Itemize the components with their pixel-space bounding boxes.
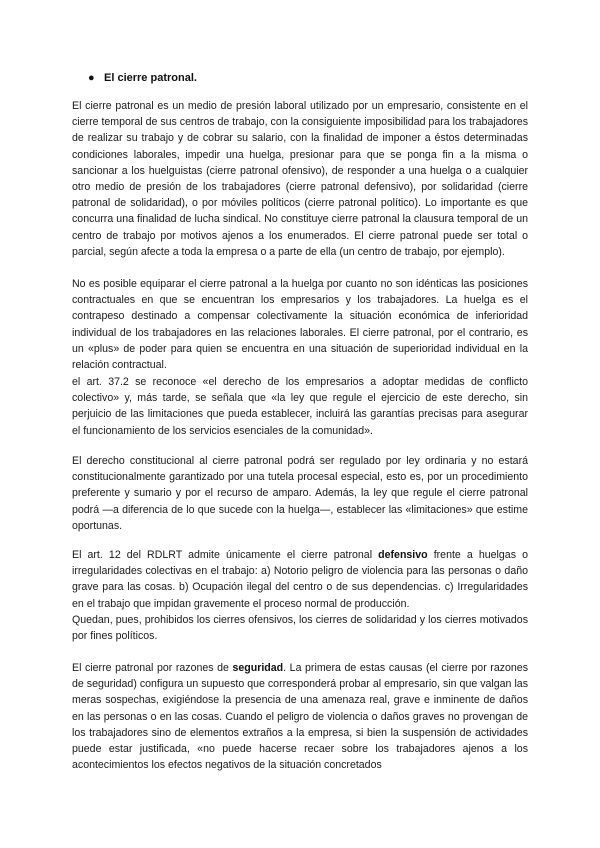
paragraph-prohibited: Quedan, pues, prohibidos los cierres ofensivos, los cierres de solidaridad y los cierres motivados por fines políticos.: [72, 614, 528, 643]
bullet-icon: ●: [88, 72, 95, 84]
bold-term-defensivo: defensivo: [378, 549, 428, 561]
paragraph-constitutional-right: El derecho constitucional al cierre patronal podrá ser regulado por ley ordinaria y no estará constitucionalmente garantizado por una tutela procesal especial, esto es, por un procedimiento preferente y sumario y por el recurso de amparo. Además, la ley que regule el cierre patronal podrá —a diferencia de lo que sucede con la huelga—, establecer las «limitaciones» que estime oportunas.: [72, 455, 528, 532]
section-heading: [88, 70, 197, 86]
paragraph-comparison: No es posible equiparar el cierre patronal a la huelga por cuanto no son idénticas las posiciones contractuales en que se encuentran los empresarios y los trabajadores. La huelga es el contrapeso destinado a compensar colectivamente la situación económica de inferioridad individual de los trabajadores en las relaciones laborales. El cierre patronal, por el contrario, es un «plus» de poder para quien se encuentra en una situación de superioridad individual en la relación contractual.: [72, 278, 528, 372]
paragraph-article-37: el art. 37.2 se reconoce «el derecho de los empresarios a adoptar medidas de conflicto colectivo» y, más tarde, se señala que «la ley que regule el ejercicio de este derecho, sin perjuicio de las limitaciones que pueda establecer, incluirá las garantías precisas para asegurar el funcionamiento de los servicios esenciales de la comunidad».: [72, 376, 528, 437]
paragraph-definition: El cierre patronal es un medio de presión laboral utilizado por un empresario, consistente en el cierre temporal de sus centros de trabajo, con la consiguiente imposibilidad para los trabajadores de realizar su trabajo y de cobrar su salario, con la finalidad de imponer a éstos determinadas condiciones laborales, impedir una huelga, presionar para que se ponga fin a la misma o sancionar a los huelguistas (cierre patronal ofensivo), de responder a una huelga o a cualquier otro medio de presión de los trabajadores (cierre patronal defensivo), por solidaridad (cierre patronal de solidaridad), o por móviles políticos (cierre patronal político). Lo importante es que concurra una finalidad de lucha sindical. No constituye cierre patronal la clausura temporal de un centro de trabajo por motivos ajenos a los enumerados. El cierre patronal puede ser total o parcial, según afecte a toda la empresa o a parte de ella (un centro de trabajo, por ejemplo).: [72, 100, 528, 258]
heading-title: El cierre patronal.: [104, 72, 197, 84]
bold-term-seguridad: seguridad: [232, 662, 284, 674]
paragraph-article-12: El art. 12 del RDLRT admite únicamente el cierre patronal defensivo frente a huelgas o irregularidades colectivas en el trabajo: a) Notorio peligro de violencia para las personas o daño grave para las cosas. b) Ocupación ilegal del centro o de sus dependencias. c) Irregularidades en el trabajo que impidan gravemente el proceso normal de producción.: [72, 549, 528, 610]
paragraph-security: El cierre patronal por razones de seguridad. La primera de estas causas (el cierre por razones de seguridad) configura un supuesto que corresponderá probar al empresario, sin que valgan las meras sospechas, exigiéndose la presencia de una amenaza real, grave e inminente de daños en las personas o en las cosas. Cuando el peligro de violencia o daños graves no provengan de los trabajadores sino de elementos extraños a la empresa, si bien la suspensión de actividades puede estar justificada, «no puede hacerse recaer sobre los trabajadores ajenos a los acontecimientos los efectos negativos de la situación concretados: [72, 662, 528, 772]
